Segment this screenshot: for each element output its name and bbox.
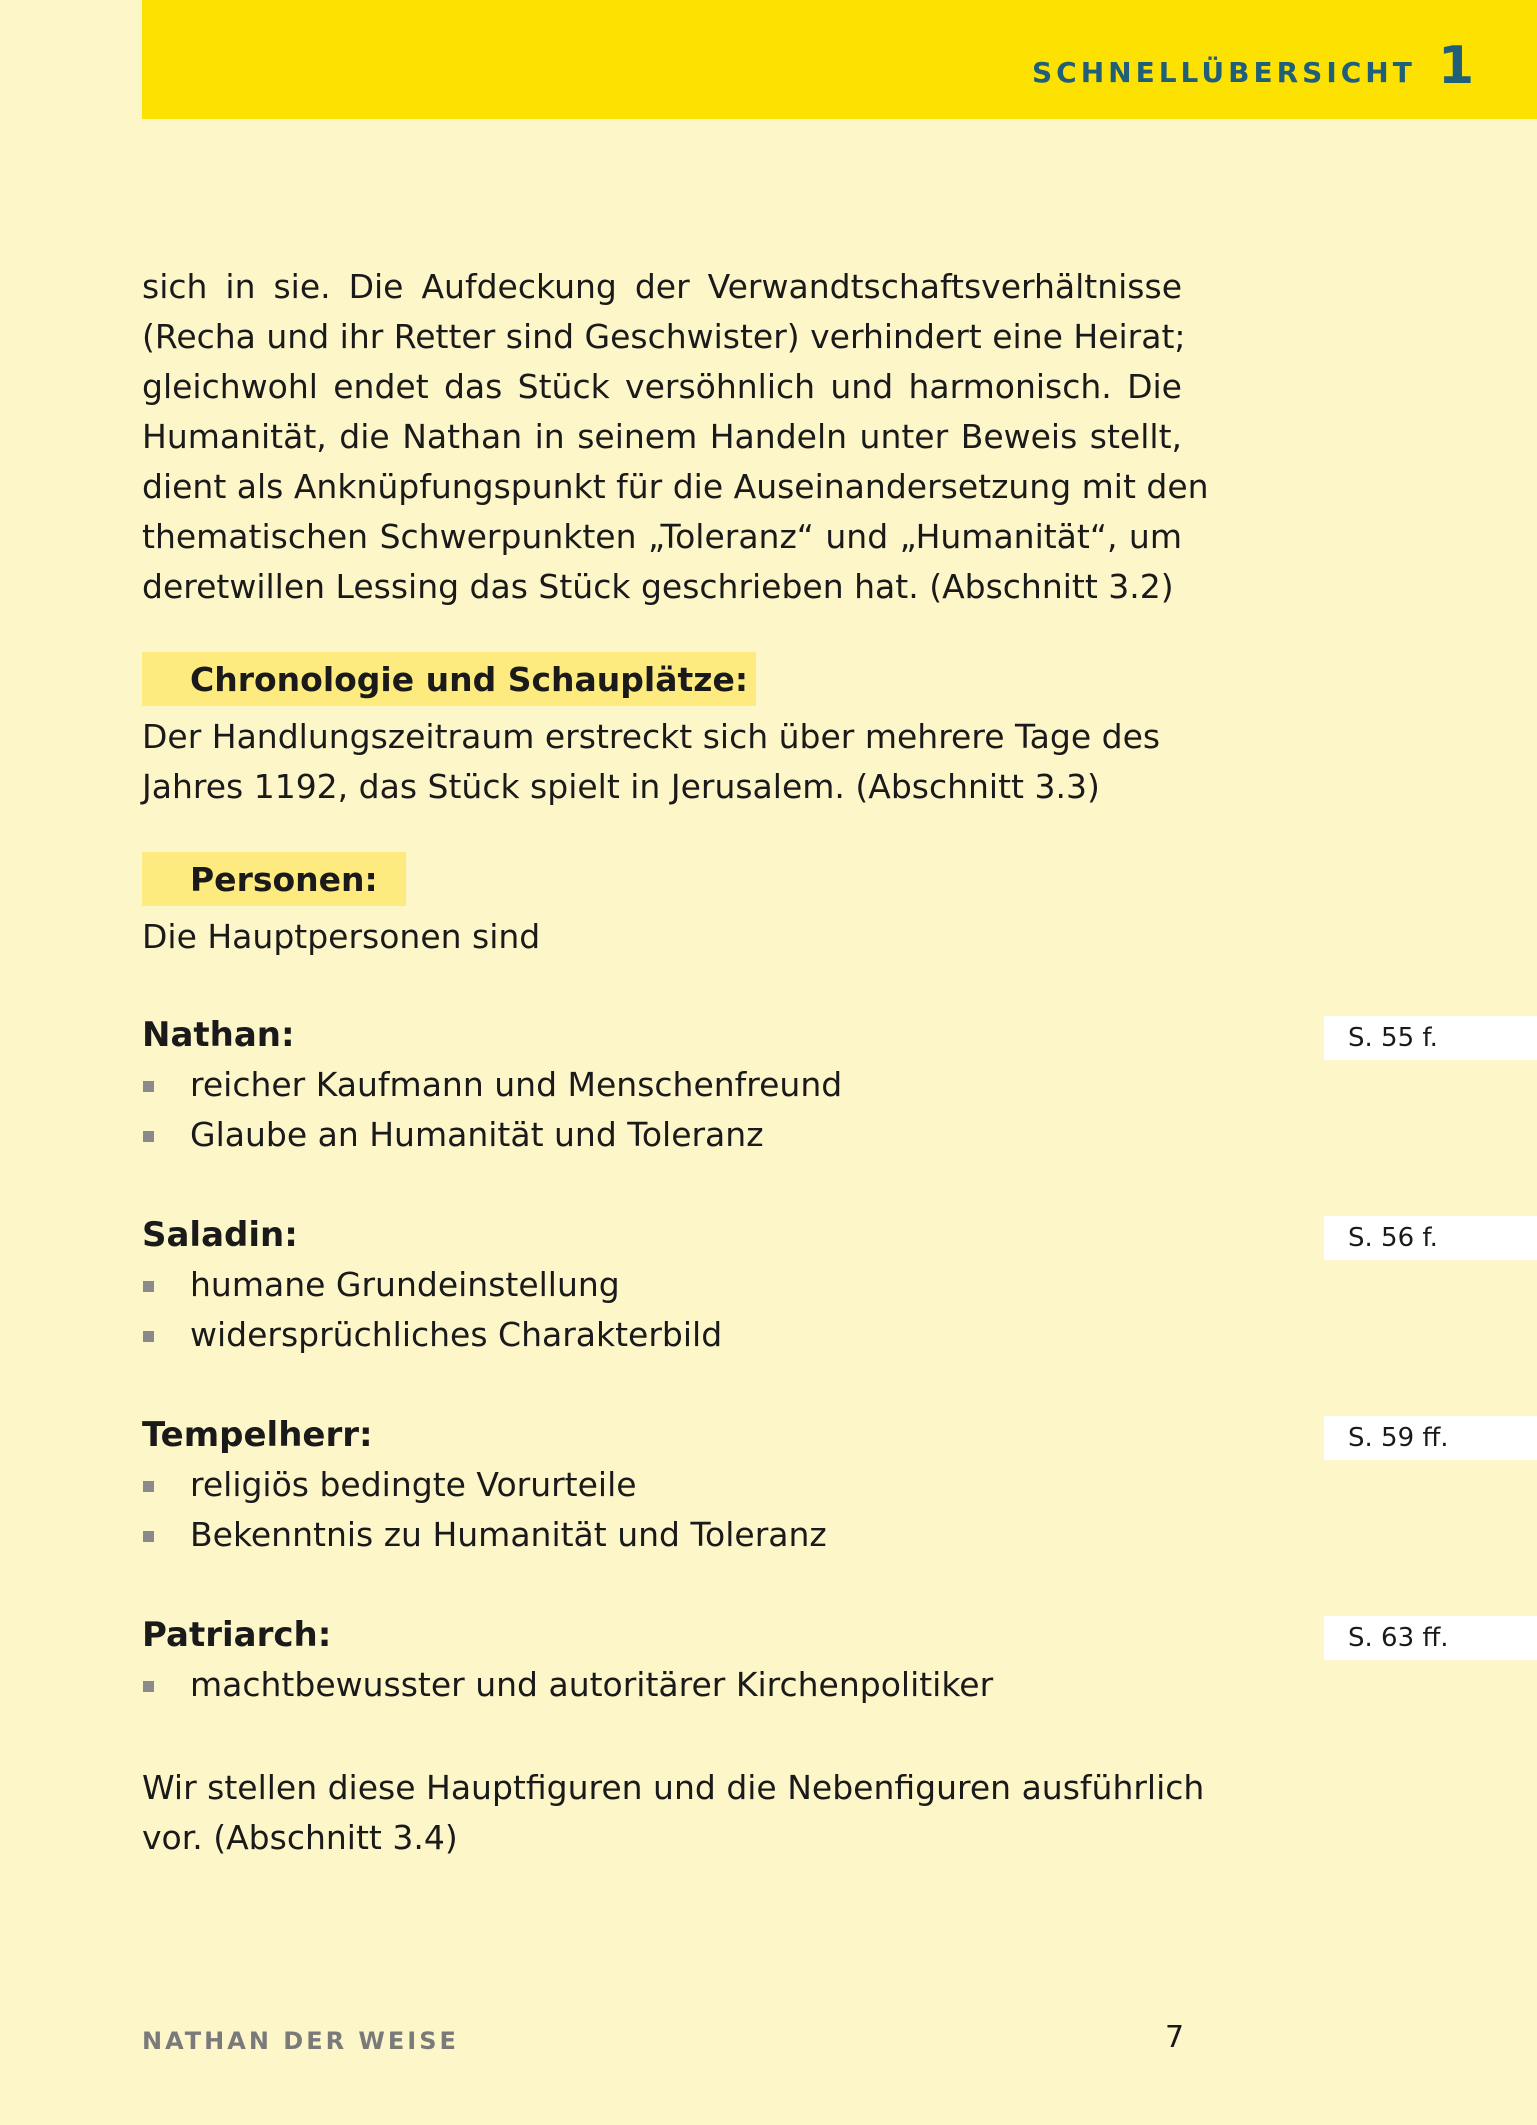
bullet-square-icon	[143, 1681, 154, 1692]
page-number: 7	[1165, 2020, 1185, 2055]
page-ref-label: S. 59 ff.	[1348, 1423, 1449, 1453]
bullet-square-icon	[143, 1531, 154, 1542]
text-line: vor. (Abschnitt 3.4)	[142, 1818, 458, 1857]
intro-paragraph	[142, 262, 1209, 612]
person-name-patriarch: Patriarch:	[142, 1615, 332, 1655]
text-line: sich in sie. Die Aufdeckung der Verwandtschaftsverhältnisse	[142, 267, 1182, 306]
chronologie-paragraph	[142, 712, 1182, 812]
personen-label: Personen:	[190, 860, 378, 899]
list-item-text: Glaube an Humanität und Toleranz	[190, 1115, 764, 1154]
list-item-text: reicher Kaufmann und Menschenfreund	[190, 1065, 843, 1104]
person-name-tempelherr: Tempelherr:	[142, 1415, 373, 1455]
list-item-text: religiös bedingte Vorurteile	[190, 1465, 637, 1504]
text-line: Jahres 1192, das Stück spielt in Jerusalem. (Abschnitt 3.3)	[142, 767, 1100, 806]
chronologie-label: Chronologie und Schauplätze:	[190, 660, 749, 699]
text-line: Humanität, die Nathan in seinem Handeln unter Beweis stellt,	[142, 417, 1182, 456]
person-name-nathan: Nathan:	[142, 1015, 295, 1055]
text-line: deretwillen Lessing das Stück geschrieben hat. (Abschnitt 3.2)	[142, 567, 1174, 606]
personen-intro	[142, 912, 540, 962]
bullet-square-icon	[143, 1131, 154, 1142]
page-ref-label: S. 55 f.	[1348, 1023, 1438, 1053]
section-title: SCHNELLÜBERSICHT	[1032, 56, 1416, 89]
bullet-square-icon	[143, 1331, 154, 1342]
text-line: Wir stellen diese Hauptfiguren und die Nebenfiguren ausführlich	[142, 1768, 1205, 1807]
list-item-text: widersprüchliches Charakterbild	[190, 1315, 723, 1354]
text-line: (Recha und ihr Retter sind Geschwister) verhindert eine Heirat;	[142, 317, 1186, 356]
footer-book-title: NATHAN DER WEISE	[142, 2027, 459, 2055]
list-item-text: humane Grundeinstellung	[190, 1265, 620, 1304]
bullet-square-icon	[143, 1481, 154, 1492]
list-item-text: machtbewusster und autoritärer Kirchenpolitiker	[190, 1665, 994, 1704]
page-ref-tempelherr	[1324, 1416, 1537, 1460]
bullet-square-icon	[143, 1281, 154, 1292]
list-item-text: Bekenntnis zu Humanität und Toleranz	[190, 1515, 827, 1554]
page-ref-nathan	[1324, 1016, 1537, 1060]
page-ref-label: S. 56 f.	[1348, 1223, 1438, 1253]
page-ref-label: S. 63 ff.	[1348, 1623, 1449, 1653]
chapter-number: 1	[1438, 36, 1475, 96]
text-line: thematischen Schwerpunkten „Toleranz“ und „Humanität“, um	[142, 517, 1182, 556]
text-line: gleichwohl endet das Stück versöhnlich und harmonisch. Die	[142, 367, 1182, 406]
bullet-square-icon	[143, 1081, 154, 1092]
person-name-saladin: Saladin:	[142, 1215, 298, 1255]
closing-paragraph	[142, 1763, 1205, 1863]
text-line: Der Handlungszeitraum erstreckt sich über mehrere Tage des	[142, 717, 1161, 756]
page-ref-patriarch	[1324, 1616, 1537, 1660]
personen-label-box	[142, 852, 406, 906]
page-ref-saladin	[1324, 1216, 1537, 1260]
text-line: dient als Anknüpfungspunkt für die Auseinandersetzung mit den	[142, 467, 1209, 506]
text-line: Die Hauptpersonen sind	[142, 917, 541, 956]
chronologie-label-box	[142, 652, 756, 706]
